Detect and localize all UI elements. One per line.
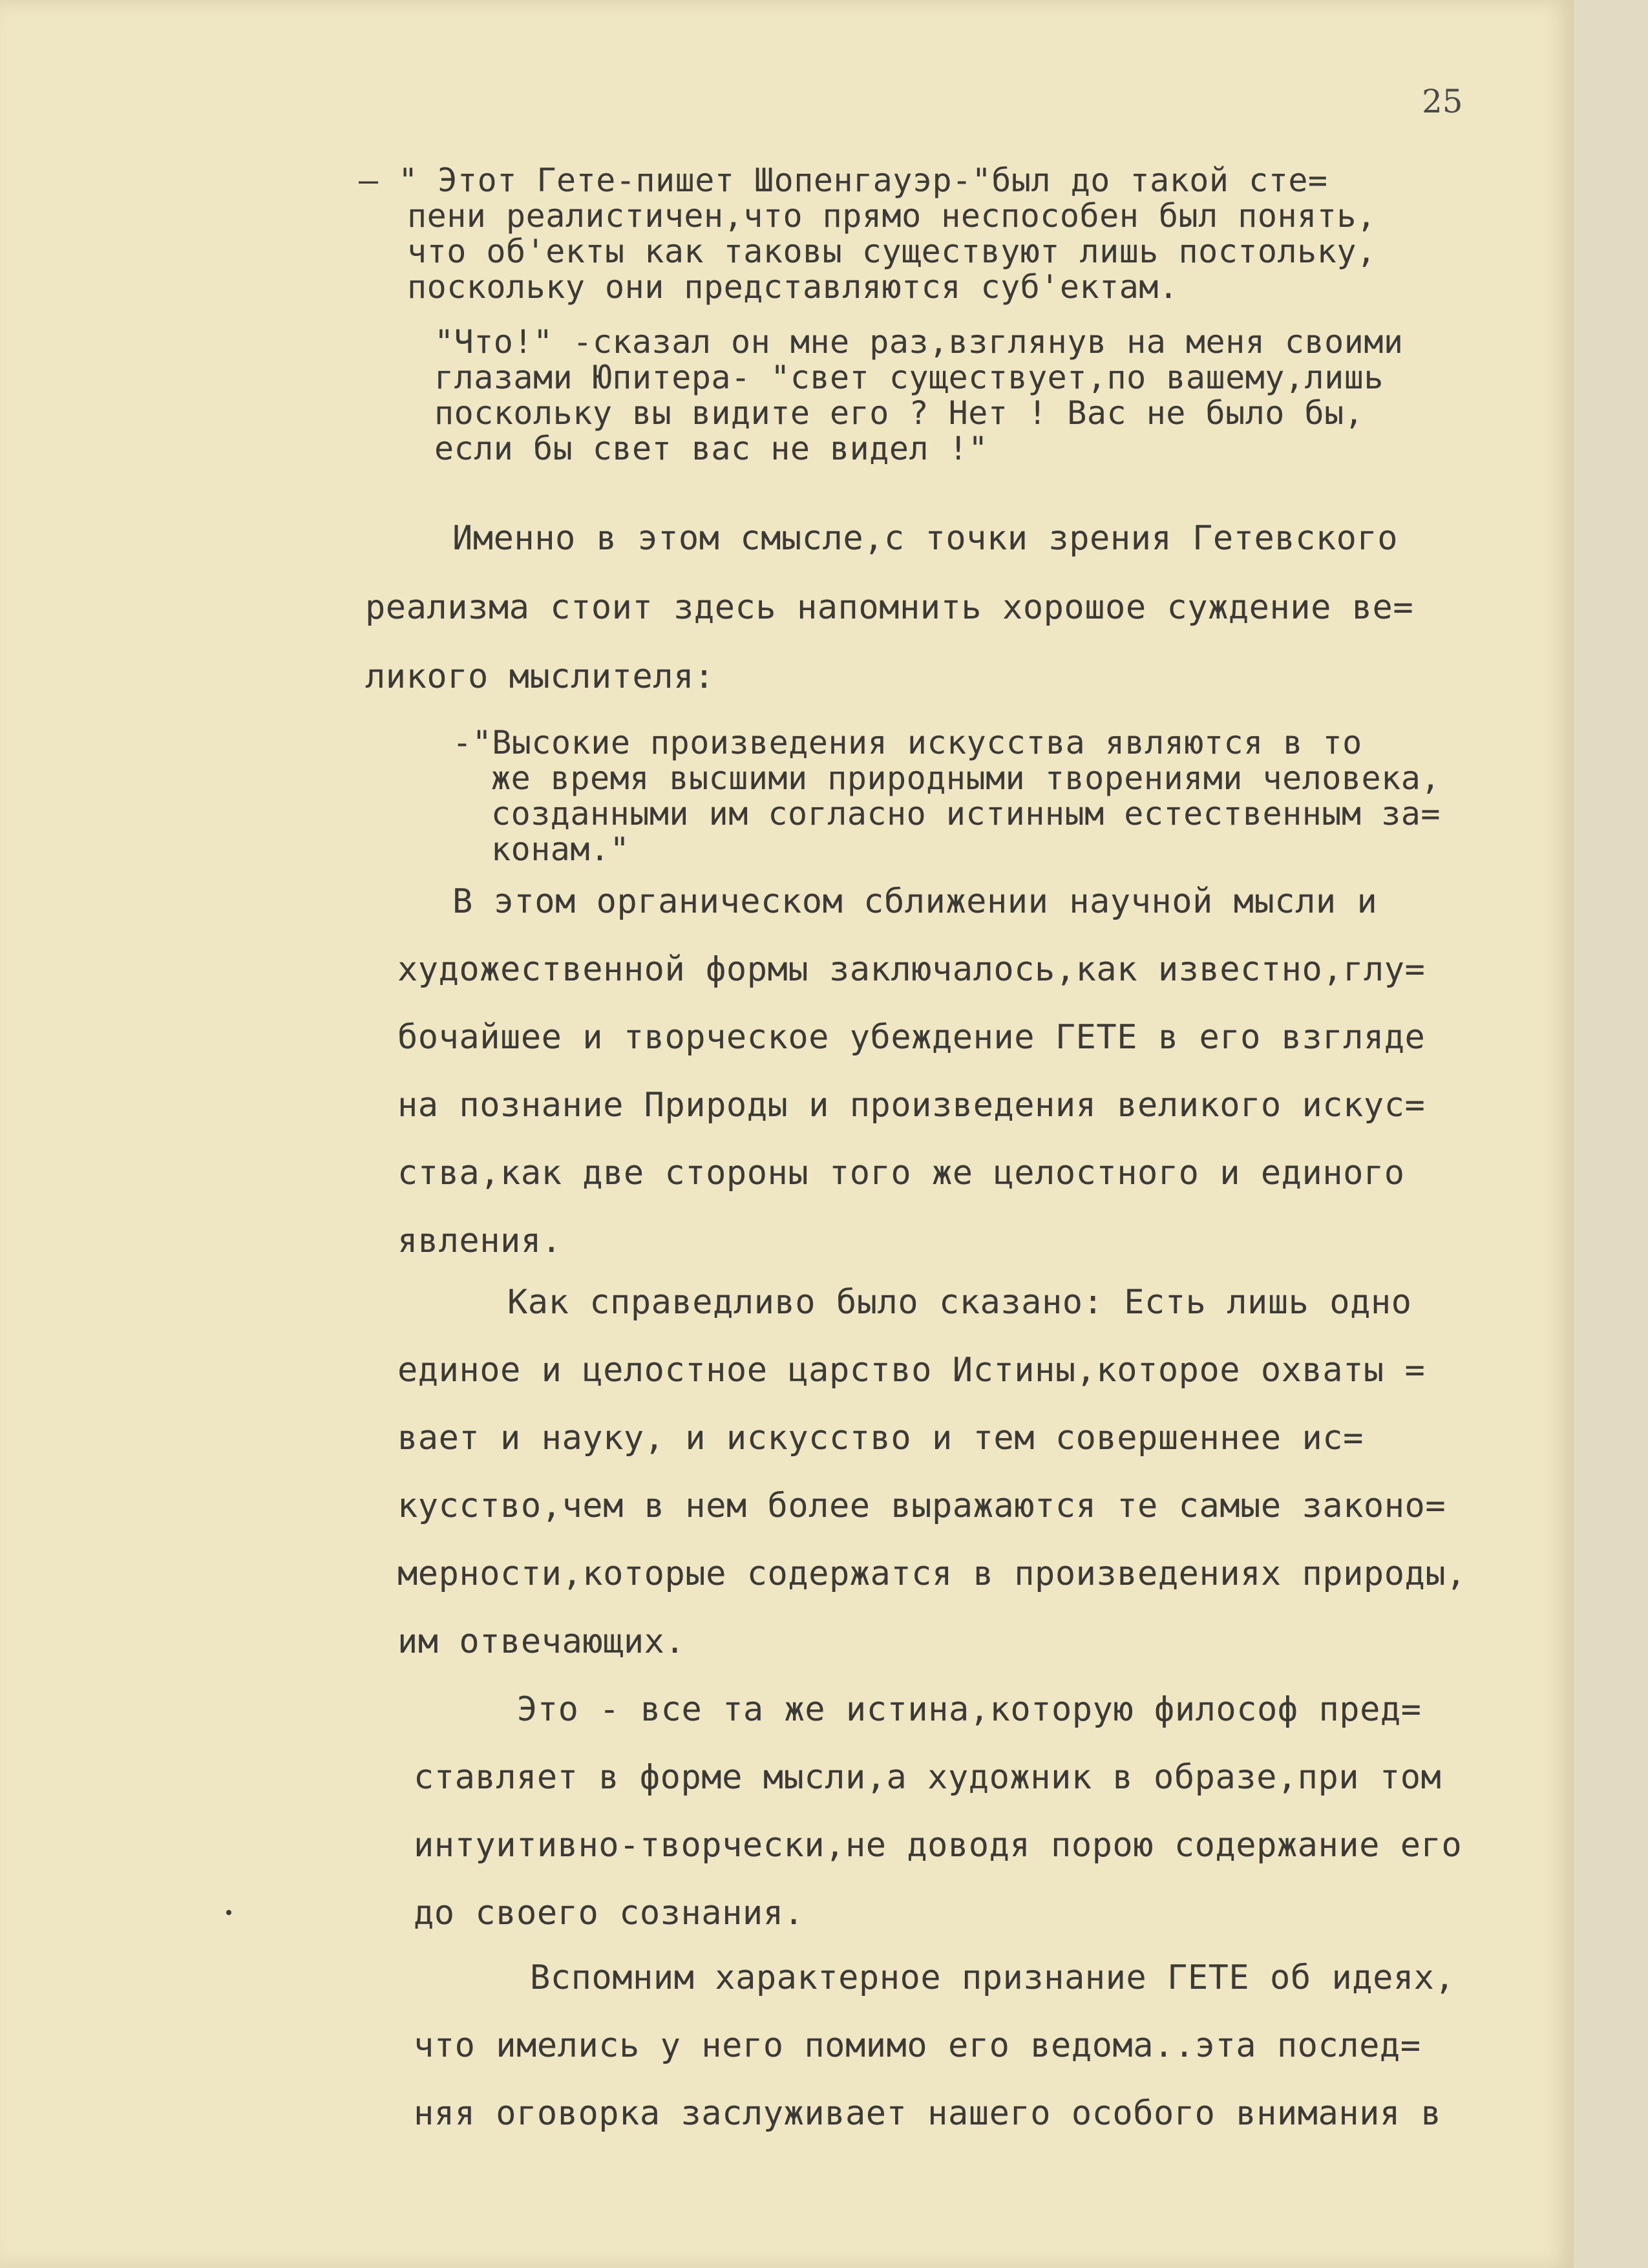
- text-line: -"Высокие произведения искусства являются в то: [452, 724, 1362, 761]
- text-line: В этом органическом сближении научной мысли и: [452, 882, 1378, 921]
- text-line: – " Этот Гете-пишет Шопенгауэр-"был до такой сте=: [359, 162, 1328, 199]
- text-line: Это - все та же истина,которую философ пред=: [517, 1690, 1422, 1729]
- text-line: что имелись у него помимо его ведома..эта послед=: [414, 2026, 1421, 2065]
- text-line: Именно в этом смысле,с точки зрения Гетевского: [452, 519, 1399, 558]
- text-line: няя оговорка заслуживает нашего особого внимания в: [414, 2094, 1442, 2133]
- text-line: до своего сознания.: [414, 1894, 805, 1933]
- text-line: Вспомним характерное признание ГЕТЕ об идеях,: [530, 1958, 1455, 1997]
- text-line: Как справедливо было сказано: Есть лишь одно: [507, 1283, 1412, 1322]
- text-line: ства,как две стороны того же целостного и единого: [397, 1154, 1405, 1192]
- text-line: на познание Природы и произведения великого искус=: [397, 1086, 1426, 1125]
- text-line: мерности,которые содержатся в произведениях природы,: [397, 1554, 1466, 1593]
- page-number: 25: [1422, 83, 1463, 120]
- text-line: ставляет в форме мысли,а художник в образе,при том: [414, 1758, 1442, 1797]
- text-line: ликого мыслителя:: [365, 657, 715, 696]
- text-line: глазами Юпитера- "свет существует,по вашему,лишь: [434, 359, 1384, 396]
- text-line: конам.": [491, 831, 630, 868]
- scan-background: [1574, 0, 1648, 2268]
- text-line: же время высшими природными творениями человека,: [491, 759, 1441, 797]
- text-line: созданными им согласно истинным естественным за=: [491, 795, 1441, 832]
- text-line: поскольку вы видите его ? Нет ! Вас не было бы,: [434, 394, 1364, 432]
- text-line: интуитивно-творчески,не доводя порою содержание его: [414, 1826, 1463, 1865]
- text-line: что об'екты как таковы существуют лишь постольку,: [407, 233, 1377, 270]
- text-line: вает и науку, и искусство и тем совершеннее ис=: [397, 1419, 1364, 1457]
- text-line: "Что!" -сказал он мне раз,взглянув на меня своими: [434, 323, 1404, 361]
- text-line: им отвечающих.: [397, 1622, 686, 1661]
- text-line: единое и целостное царство Истины,которое охваты =: [397, 1351, 1426, 1390]
- text-line: кусство,чем в нем более выражаются те самые законо=: [397, 1487, 1446, 1525]
- text-line: реализма стоит здесь напомнить хорошое суждение ве=: [365, 588, 1414, 627]
- text-line: художественной формы заключалось,как известно,глу=: [397, 950, 1426, 989]
- text-line: явления.: [397, 1222, 562, 1260]
- text-line: поскольку они представляются суб'ектам.: [407, 268, 1179, 306]
- text-line: если бы свет вас не видел !": [434, 430, 988, 467]
- text-line: бочайшее и творческое убеждение ГЕТЕ в его взгляде: [397, 1018, 1426, 1057]
- ink-dot: [226, 1910, 231, 1915]
- text-line: пени реалистичен,что прямо неспособен был понять,: [407, 197, 1377, 235]
